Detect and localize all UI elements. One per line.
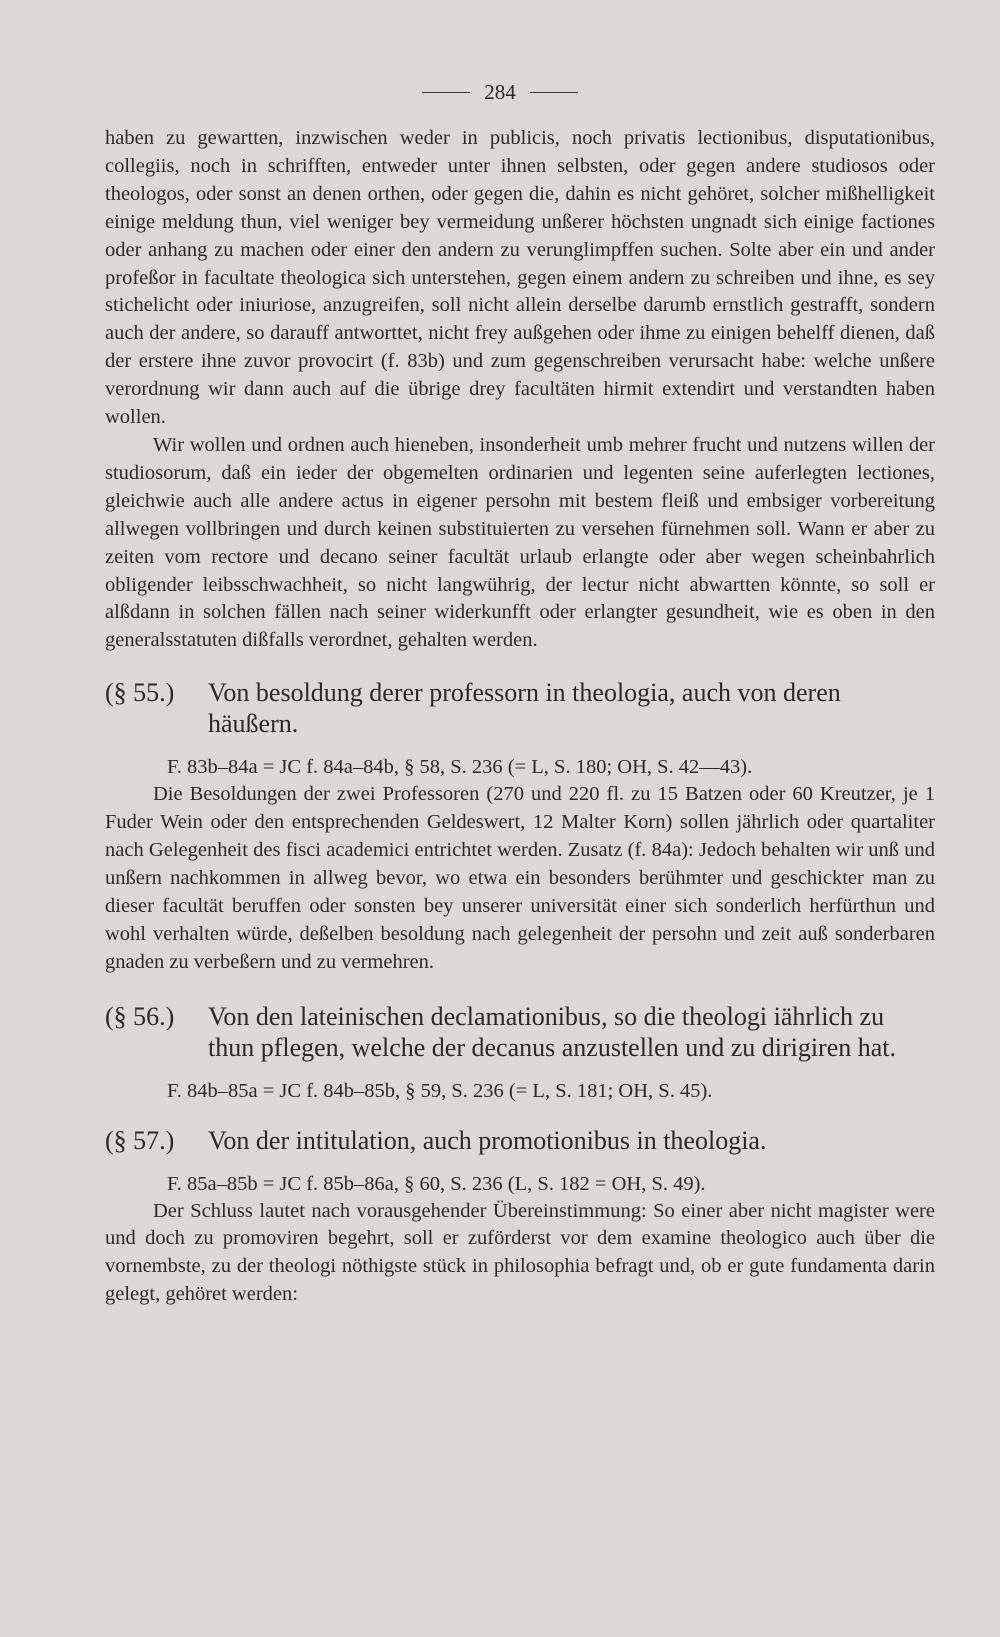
section-title: Von den lateinischen declamationibus, so die theologi iährlich zu thun pflegen, welche der decanus anzustellen und zu dirigiren hat. xyxy=(208,1001,897,1062)
section-text: Der Schluss lautet nach vorausgehender Übereinstimmung: So einer aber nicht magister were und doch zu promoviren begehrt, soll er zuförderst vor dem examine theologico auch über die vornembste, zu der theologi nöthigste stück in philosophia befragt und, ob er gute fundamenta darin gelegt, gehöret werden: xyxy=(105,1199,935,1306)
source-reference: F. 85a–85b = JC f. 85b–86a, § 60, S. 236 (L, S. 182 = OH, S. 49). xyxy=(167,1172,706,1195)
section-heading-57 xyxy=(105,1125,935,1156)
paragraph-lectures: Wir wollen und ordnen auch hieneben, insonderheit umb mehrer frucht und nutzens willen der studiosorum, daß ein ieder der obgemelten ordinarien und legenten seine auferlegten lectiones, gleichwie auch alle andere actus in eigener persohn mit bestem fleiß und embsiger vorbereitung allwegen vollbringen und durch keinen substituierten zu versehen fürnehmen soll. Wann er aber zu zeiten vom rectore und decano seiner facultät urlaub erlangte oder aber wegen scheinbahrlich obligender leibsschwachheit, so nicht langwührig, der lectur nicht abwartten könnte, so soll er alßdann in solchen fällen nach seiner widerkunfft oder erlangter gesundheit, wie es oben in den generalsstatuten dißfalls verordnet, gehalten werden. xyxy=(105,433,935,652)
page-body xyxy=(105,125,935,1309)
section-heading-56 xyxy=(105,1001,935,1063)
source-reference: F. 84b–85a = JC f. 84b–85b, § 59, S. 236 (= L, S. 181; OH, S. 45). xyxy=(167,1079,713,1102)
page-number: 284 xyxy=(484,80,516,104)
section-number: (§ 55.) xyxy=(105,678,175,708)
header-rule-right xyxy=(530,92,578,94)
section-title: Von besoldung derer professorn in theologia, auch von deren häußern. xyxy=(208,678,841,739)
section-text: Die Besoldungen der zwei Professoren (270 und 220 fl. zu 15 Batzen oder 60 Kreutzer, je 1 Fuder Wein oder den entsprechenden Geldeswert, 12 Malter Korn) sollen jährlich oder quartaliter nach Gelegenheit des fisci academici entrichtet werden. Zusatz (f. 84a): Jedoch behalten wir unß und unßern nachkommen in allweg bevor, wo etwa ein besonders berühmter und geschickter man zu dieser facultät beruffen oder sonsten bey unserer universität einer sich sonderlich herfürthun und wohl verhalten würde, deßelben besoldung nach gelegenheit der persohn und zeit auß sonderbaren gnaden zu verbeßern und zu vermehren. xyxy=(105,783,935,973)
source-reference: F. 83b–84a = JC f. 84a–84b, § 58, S. 236 (= L, S. 180; OH, S. 42—43). xyxy=(167,756,753,779)
page-header xyxy=(0,80,1000,105)
section-number: (§ 57.) xyxy=(105,1125,175,1155)
paragraph-continuation: haben zu gewartten, inzwischen weder in publicis, noch privatis lectionibus, disputationibus, collegiis, noch in schrifften, entweder unter ihnen selbsten, oder gegen andere studiosos oder theologos, oder sonst an denen orthen, oder gegen die, dahin es nicht gehöret, solcher mißhelligkeit einige meldung thun, viel weniger bey vermeidung unßerer höchsten ungnadt sich einige factiones oder anhang zu machen oder einer den andern zu verunglimpffen suchen. Solte aber ein und ander profeßor in facultate theologica sich unterstehen, gegen einem andern zu schreiben und ihne, es sey stichelicht oder iniuriose, anzugreifen, soll nicht allein derselbe darumb ernstlich gestrafft, sondern auch der andere, so darauff antworttet, nicht frey außgehen oder ihme zu einigen behelff dienen, daß der erstere ihne zuvor provocirt (f. 83b) und zum gegenschreiben verursacht habe: welche unßere verordnung wir dann auch auf die übrige drey facultäten hirmit extendirt und verstandten haben wollen. xyxy=(105,127,935,429)
section-number: (§ 56.) xyxy=(105,1001,175,1031)
section-heading-55 xyxy=(105,677,935,739)
section-title: Von der intitulation, auch promotionibus in theologia. xyxy=(208,1125,767,1155)
header-rule-left xyxy=(422,92,470,94)
